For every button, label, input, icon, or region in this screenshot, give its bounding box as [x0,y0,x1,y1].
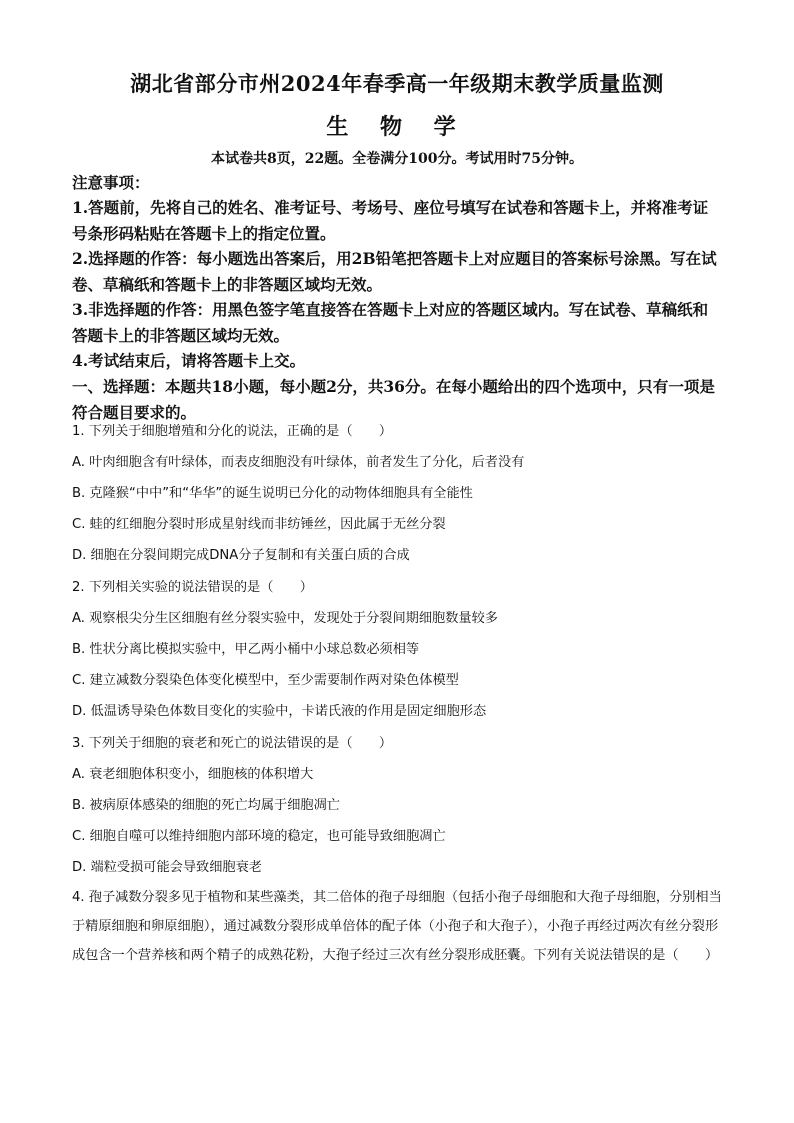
exam-title: 湖北省部分市州2024年春季高一年级期末教学质量监测 [130,71,664,96]
note-item-3: 3.非选择题的作答：用黑色签字笔直接答在答题卡上对应的答题区域内。写在试卷、草稿纸和答题卡上的非答题区域均无效。 [72,300,709,345]
option-c: C. 建立减数分裂染色体变化模型中，至少需要制作两对染色体模型 [72,673,459,688]
option-d: D. 细胞在分裂间期完成DNA分子复制和有关蛋白质的合成 [72,548,410,563]
section-heading: 一、选择题：本题共18小题，每小题2分，共36分。在每小题给出的四个选项中，只有一项是符合题目要求的。 [72,377,715,422]
note-item-4: 4.考试结束后，请将答题卡上交。 [72,351,306,370]
option-a: A. 观察根尖分生区细胞有丝分裂实验中，发现处于分裂间期细胞数量较多 [72,611,498,626]
notes-heading: 注意事项： [72,173,150,192]
option-b: B. 克隆猴“中中”和“华华”的诞生说明已分化的动物体细胞具有全能性 [72,486,473,501]
option-b: B. 被病原体感染的细胞的死亡均属于细胞凋亡 [72,798,340,813]
option-b: B. 性状分离比模拟实验中，甲乙两小桶中小球总数必须相等 [72,642,420,657]
option-c: C. 细胞自噬可以维持细胞内部环境的稳定，也可能导致细胞凋亡 [72,829,446,844]
subject-title: 生 物 学 [326,114,468,140]
note-item-2: 2.选择题的作答：每小题选出答案后，用2B铅笔把答题卡上对应题目的答案标号涂黑。写在试卷、草稿纸和答题卡上的非答题区域均无效。 [72,249,717,294]
question-stem: 2. 下列相关实验的说法错误的是（ ） [72,580,313,595]
option-c: C. 蛙的红细胞分裂时形成星射线而非纺锤丝，因此属于无丝分裂 [72,517,446,532]
option-a: A. 叶肉细胞含有叶绿体，而表皮细胞没有叶绿体，前者发生了分化，后者没有 [72,455,525,470]
option-d: D. 低温诱导染色体数目变化的实验中，卡诺氏液的作用是固定细胞形态 [72,704,487,719]
note-item-1: 1.答题前，先将自己的姓名、准考证号、考场号、座位号填写在试卷和答题卡上，并将准考证号条形码粘贴在答题卡上的指定位置。 [72,198,709,243]
option-d: D. 端粒受损可能会导致细胞衰老 [72,860,262,875]
question-stem: 3. 下列关于细胞的衰老和死亡的说法错误的是（ ） [72,736,393,751]
exam-info: 本试卷共8页，22题。全卷满分100分。考试用时75分钟。 [211,151,583,167]
option-a: A. 衰老细胞体积变小，细胞核的体积增大 [72,767,314,782]
question-stem: 1. 下列关于细胞增殖和分化的说法，正确的是（ ） [72,424,393,439]
question-4-stem: 4. 孢子减数分裂多见于植物和某些藻类，其二倍体的孢子母细胞（包括小孢子母细胞和大孢子母细胞，分别相当于精原细胞和卵原细胞），通过减数分裂形成单倍体的配子体（小孢子和大孢子），小孢子再经过两次有丝分裂形成包含一个营养核和两个精子的成熟花粉，大孢子经过三次有丝分裂形成胚囊。下列有关说法错误的是（ ） [72,890,722,963]
